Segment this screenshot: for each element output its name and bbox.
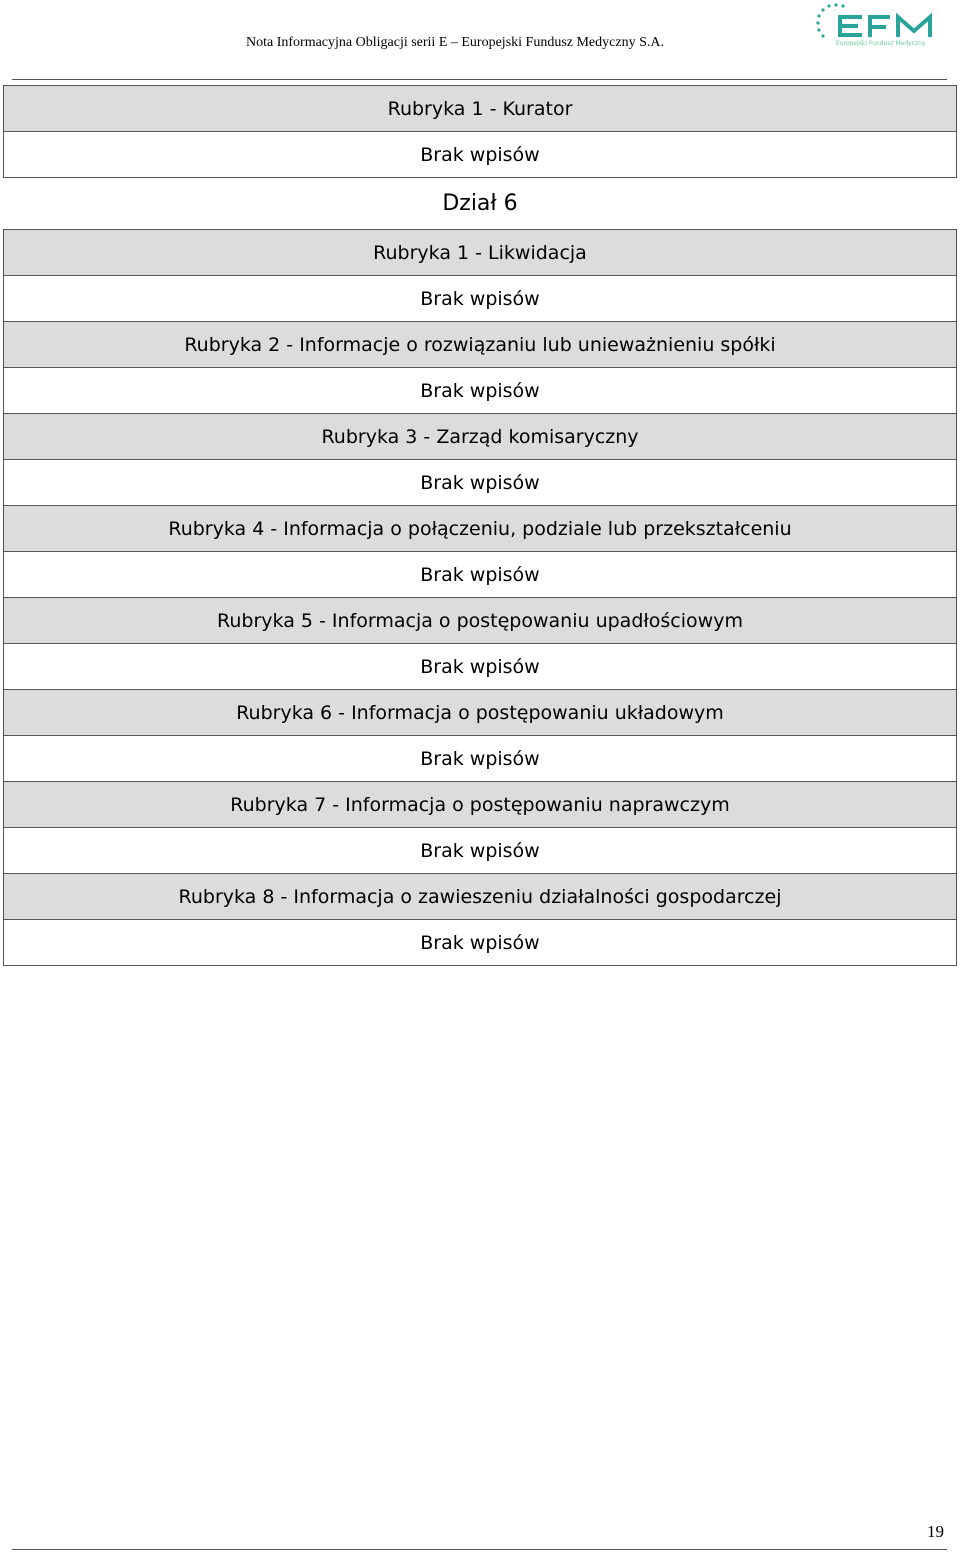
rubryka-heading: Rubryka 5 - Informacja o postępowaniu upadłościowym [3, 597, 957, 644]
rubryka-heading: Rubryka 2 - Informacje o rozwiązaniu lub unieważnieniu spółki [3, 321, 957, 368]
section-title: Dział 6 [442, 191, 518, 216]
document-title: Nota Informacyjna Obligacji serii E – Europejski Fundusz Medyczny S.A. [246, 35, 664, 50]
rubryka-entry: Brak wpisów [3, 275, 957, 322]
rubryka-heading: Rubryka 7 - Informacja o postępowaniu naprawczym [3, 781, 957, 828]
rubryka-heading: Rubryka 4 - Informacja o połączeniu, podziale lub przekształceniu [3, 505, 957, 552]
efm-logo [812, 3, 944, 47]
header-divider [12, 79, 947, 80]
rubryka-kurator-entry: Brak wpisów [3, 131, 957, 178]
logo-tagline: Europejski Fundusz Medyczny [836, 40, 926, 47]
rubryka-heading: Rubryka 6 - Informacja o postępowaniu układowym [3, 689, 957, 736]
rubryka-entry: Brak wpisów [3, 827, 957, 874]
rubryka-heading: Rubryka 1 - Likwidacja [3, 229, 957, 276]
registry-table [3, 85, 957, 966]
rubryka-entry: Brak wpisów [3, 643, 957, 690]
rubryka-entry: Brak wpisów [3, 919, 957, 966]
page-number: 19 [927, 1522, 944, 1541]
footer-divider [12, 1549, 947, 1550]
rubryka-entry: Brak wpisów [3, 459, 957, 506]
rubryka-entry: Brak wpisów [3, 551, 957, 598]
rubryka-heading: Rubryka 3 - Zarząd komisaryczny [3, 413, 957, 460]
rubryka-heading: Rubryka 8 - Informacja o zawieszeniu działalności gospodarczej [3, 873, 957, 920]
rubryka-entry: Brak wpisów [3, 735, 957, 782]
rubryka-entry: Brak wpisów [3, 367, 957, 414]
rubryka-kurator-heading: Rubryka 1 - Kurator [3, 85, 957, 132]
